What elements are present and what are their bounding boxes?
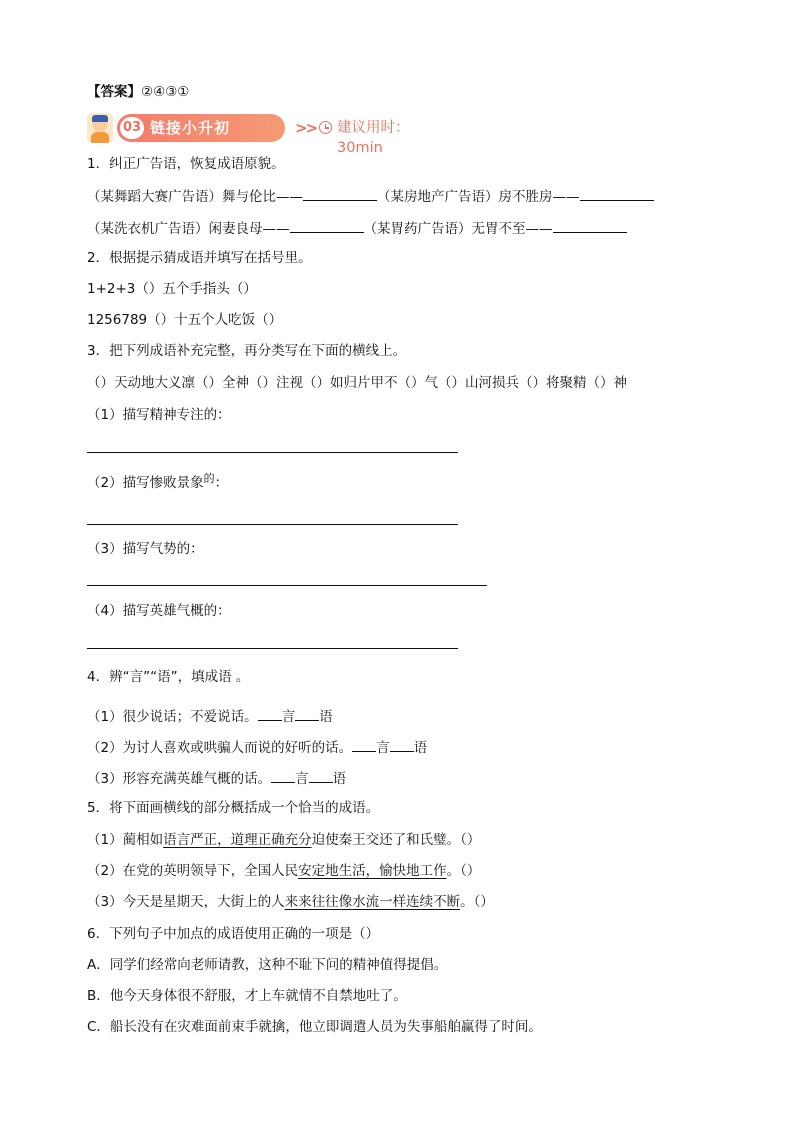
q6-stem: 6．下列句子中加点的成语使用正确的一项是（） [87,926,380,942]
q6-option-b[interactable]: B．他今天身体很不舒服，才上车就情不自禁地吐了。 [87,988,407,1004]
q1-item-3: （某洗衣机广告语）闲妻良母—— [87,221,290,237]
q3-sub-4: （4）描写英雄气概的： [87,603,231,619]
q5-sub-1-post: 迫使秦王交还了和氏璧。（） [311,832,481,848]
answer-blank[interactable] [352,737,376,752]
section-title: 链接小升初 [150,119,231,137]
answer-blank[interactable] [309,768,333,783]
q4-sub-2 [87,737,427,757]
q4-char: 语 [413,740,428,756]
answer-line-2[interactable] [87,524,458,525]
q1-item-2: （某房地产广告语）房不胜房—— [377,189,580,205]
q5-sub-3-post: 。（） [460,894,494,910]
q4-char: 言 [295,771,309,787]
q5-sub-1 [87,831,480,849]
underlined-phrase: 来来往往像水流一样连续不断 [284,894,461,910]
q4-char: 言 [376,740,390,756]
q3-stem: 3．把下列成语补充完整，再分类写在下面的横线上。 [87,343,407,359]
q4-sub-3 [87,768,346,788]
q4-sub-1-text: （1）很少说话；不爱说话。 [87,709,258,725]
q3-sub-2-end: ： [214,475,229,491]
double-arrow-icon: >> [295,119,317,137]
q4-sub-1 [87,706,333,726]
q4-char: 言 [281,709,296,725]
answer-blank[interactable] [271,768,295,783]
answer-blank[interactable] [390,737,414,752]
q4-sub-3-text: （3）形容充满英雄气概的话。 [87,771,272,787]
q3-idiom-list: （）天动地大义凛（）全神（）注视（）如归片甲不（）气（）山河损兵（）将聚精（）神 [87,375,627,391]
q1-row-1 [87,186,654,206]
answer-value: ②④③① [141,84,190,100]
q5-sub-1-pre: （1）蔺相如 [87,832,164,848]
underlined-phrase: 语言严正，道理正确充分 [163,832,312,848]
answer-blank[interactable] [553,218,627,233]
section-banner [87,113,447,156]
q6-option-c[interactable]: C．船长没有在灾难面前束手就擒，他立即调遣人员为失事船舶赢得了时间。 [87,1019,542,1035]
q1-item-1: （某舞蹈大赛广告语）舞与伦比—— [87,189,303,205]
q4-sub-2-text: （2）为讨人喜欢或哄骗人而说的好听的话。 [87,740,353,756]
q1-stem: 1．纠正广告语，恢复成语原貌。 [87,156,285,172]
q3-sub-2-sup: 的 [203,472,215,485]
answer-blank[interactable] [580,186,654,201]
answer-blank[interactable] [258,706,282,721]
answer-line-1[interactable] [87,452,458,453]
q3-sub-2 [87,474,228,493]
answer-key: 【答案】 [87,84,141,100]
q4-stem: 4．辨“言”“语”，填成语 。 [87,669,250,685]
q6-option-a[interactable]: A．同学们经常向老师请教，这种不耻下问的精神值得提倡。 [87,957,448,973]
q3-sub-3: （3）描写气势的： [87,541,204,557]
answer-blank[interactable] [295,706,319,721]
answer-line [87,83,189,101]
q2-stem: 2．根据提示猜成语并填写在括号里。 [87,250,312,266]
answer-blank[interactable] [290,218,364,233]
answer-blank[interactable] [303,186,377,201]
q5-sub-2-pre: （2）在党的英明领导下，全国人民 [87,863,299,879]
clock-icon [319,121,332,134]
q4-char: 语 [319,709,333,725]
q1-item-4: （某胃药广告语）无胃不至—— [363,221,553,237]
answer-line-4[interactable] [87,648,458,649]
student-mascot-icon [87,113,113,143]
q4-char: 语 [332,771,347,787]
q1-row-2 [87,218,627,238]
section-pill [117,114,285,142]
q3-sub-1: （1）描写精神专注的： [87,407,231,423]
suggested-time: 建议用时：30min [337,120,410,156]
q5-sub-2-post: 。（） [446,863,481,879]
q5-sub-3-pre: （3）今天是星期天，大街上的人 [87,894,285,910]
q2-row-2: 1256789（）十五个人吃饭（） [87,312,283,328]
q5-stem: 5．将下面画横线的部分概括成一个恰当的成语。 [87,800,380,816]
q2-row-1: 1+2+3（）五个手指头（） [87,281,257,297]
underlined-phrase: 安定地生活，愉快地工作 [298,863,447,879]
q5-sub-3 [87,893,494,911]
q3-sub-2-main: （2）描写惨败景象 [87,475,204,491]
q5-sub-2 [87,862,480,880]
section-number: 03 [120,117,144,139]
answer-line-3[interactable] [87,585,487,586]
